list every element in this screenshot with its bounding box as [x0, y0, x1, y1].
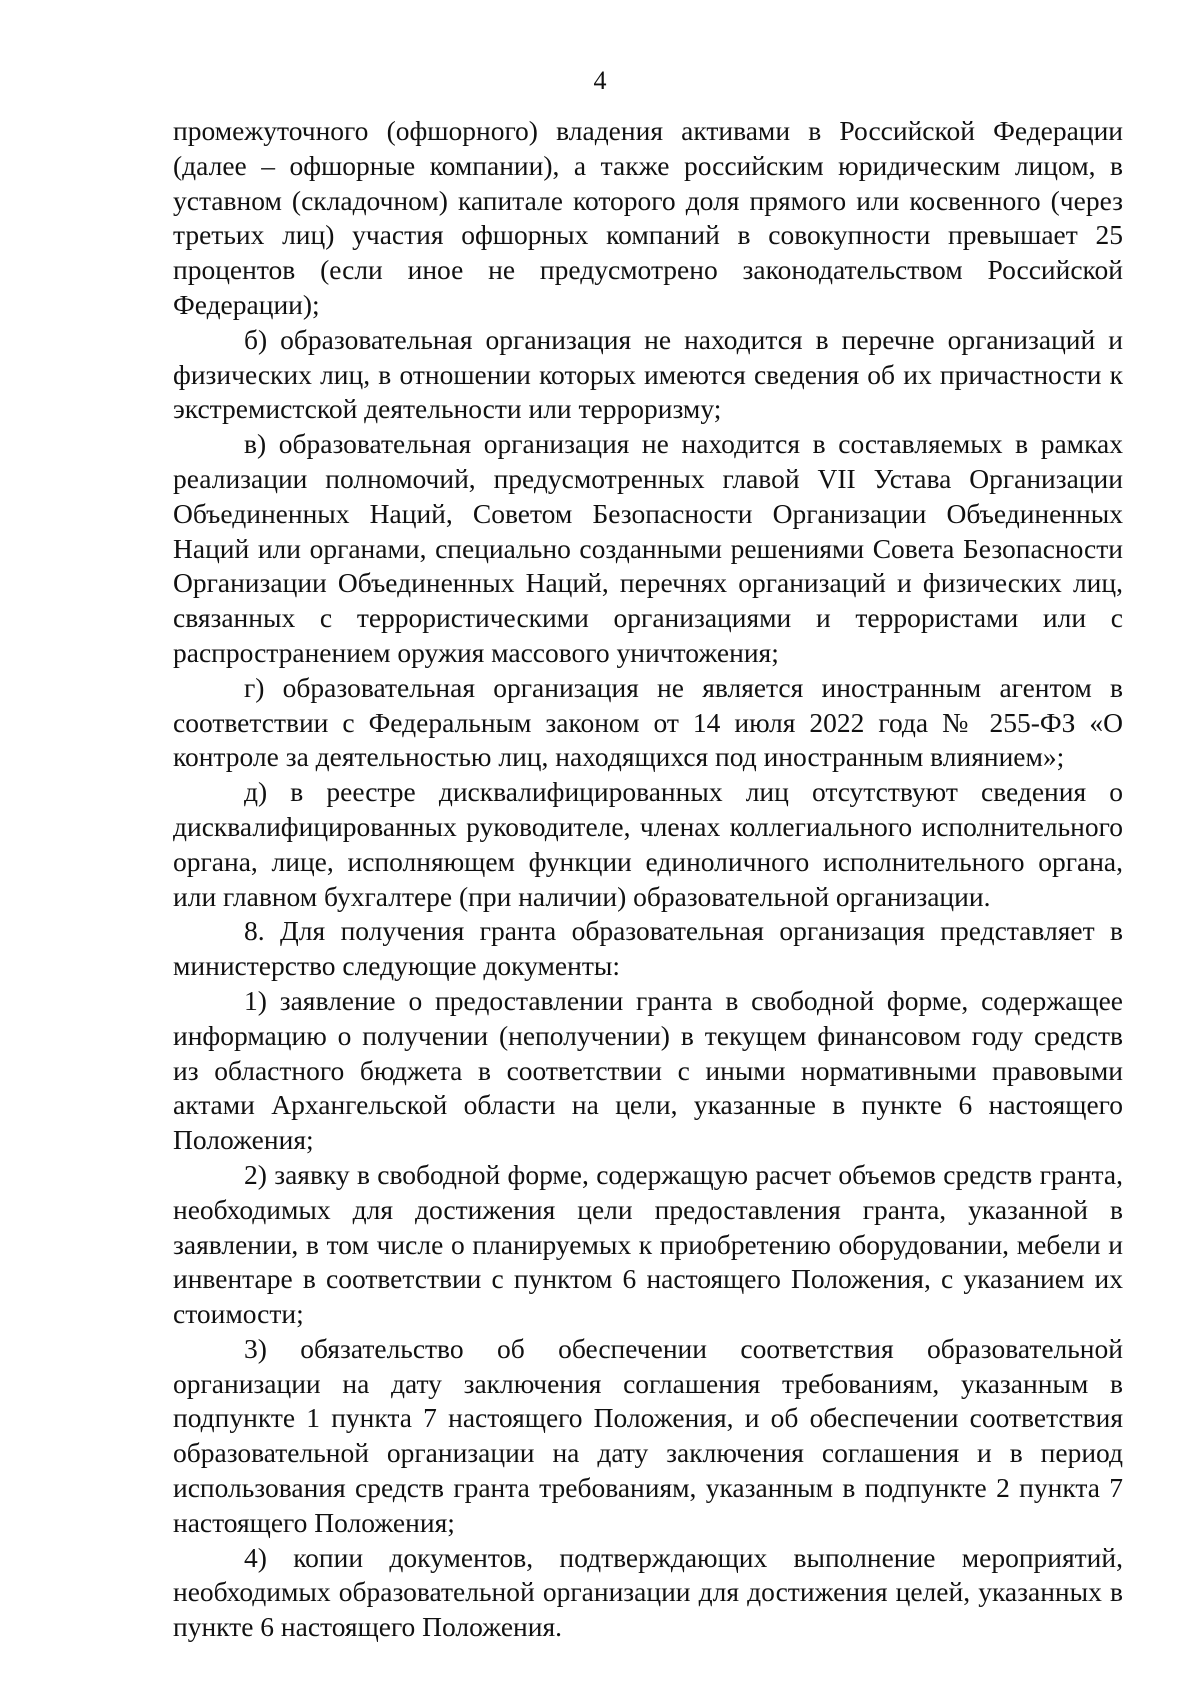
paragraph-clause-8: 8. Для получения гранта образовательная организация представляет в министерство следующие документы:: [173, 915, 1123, 982]
paragraph-subitem-d: д) в реестре дисквалифицированных лиц отсутствуют сведения о дисквалифицированных руководителе, членах коллегиального исполнительного органа, лице, исполняющем функции единоличного исполнительного органа, или главном бухгалтере (при наличии) образовательной организации.: [173, 776, 1123, 912]
paragraph-subitem-g: г) образовательная организация не является иностранным агентом в соответствии с Федеральным законом от 14 июля 2022 года № 255-ФЗ «О контроле за деятельностью лиц, находящихся под иностранным влиянием»;: [173, 671, 1123, 773]
paragraph-subitem-b: б) образовательная организация не находится в перечне организаций и физических лиц, в отношении которых имеются сведения об их причастности к экстремистской деятельности или терроризму;: [173, 323, 1123, 425]
paragraph-continuation: промежуточного (офшорного) владения активами в Российской Федерации (далее – офшорные компании), а также российским юридическим лицом, в уставном (складочном) капитале которого доля прямого или косвенного (через третьих лиц) участия офшорных компаний в совокупности превышает 25 процентов (если иное не предусмотрено законодательством Российской Федерации);: [173, 115, 1123, 320]
paragraph-item-1: 1) заявление о предоставлении гранта в свободной форме, содержащее информацию о получении (неполучении) в текущем финансовом году средств из областного бюджета в соответствии с иными нормативными правовыми актами Архангельской области на цели, указанные в пункте 6 настоящего Положения;: [173, 984, 1123, 1156]
document-body: [173, 114, 1123, 1645]
paragraph-item-3: 3) обязательство об обеспечении соответствия образовательной организации на дату заключения соглашения требованиям, указанным в подпункте 1 пункта 7 настоящего Положения, и об обеспечении соответствия образовательной организации на дату заключения соглашения и в период использования средств гранта требованиям, указанным в подпункте 2 пункта 7 настоящего Положения;: [173, 1332, 1123, 1538]
paragraph-item-2: 2) заявку в свободной форме, содержащую расчет объемов средств гранта, необходимых для достижения цели предоставления гранта, указанной в заявлении, в том числе о планируемых к приобретению оборудовании, мебели и инвентаре в соответствии с пунктом 6 настоящего Положения, с указанием их стоимости;: [173, 1158, 1123, 1330]
paragraph-item-4: 4) копии документов, подтверждающих выполнение мероприятий, необходимых образовательной организации для достижения целей, указанных в пункте 6 настоящего Положения.: [173, 1541, 1123, 1643]
paragraph-subitem-v: в) образовательная организация не находится в составляемых в рамках реализации полномочий, предусмотренных главой VII Устава Организации Объединенных Наций, Советом Безопасности Организации Объединенных Наций или органами, специально созданными решениями Совета Безопасности Организации Объединенных Наций, перечнях организаций и физических лиц, связанных с террористическими организациями и террористами или с распространением оружия массового уничтожения;: [173, 428, 1123, 668]
page-number: 4: [593, 66, 607, 95]
